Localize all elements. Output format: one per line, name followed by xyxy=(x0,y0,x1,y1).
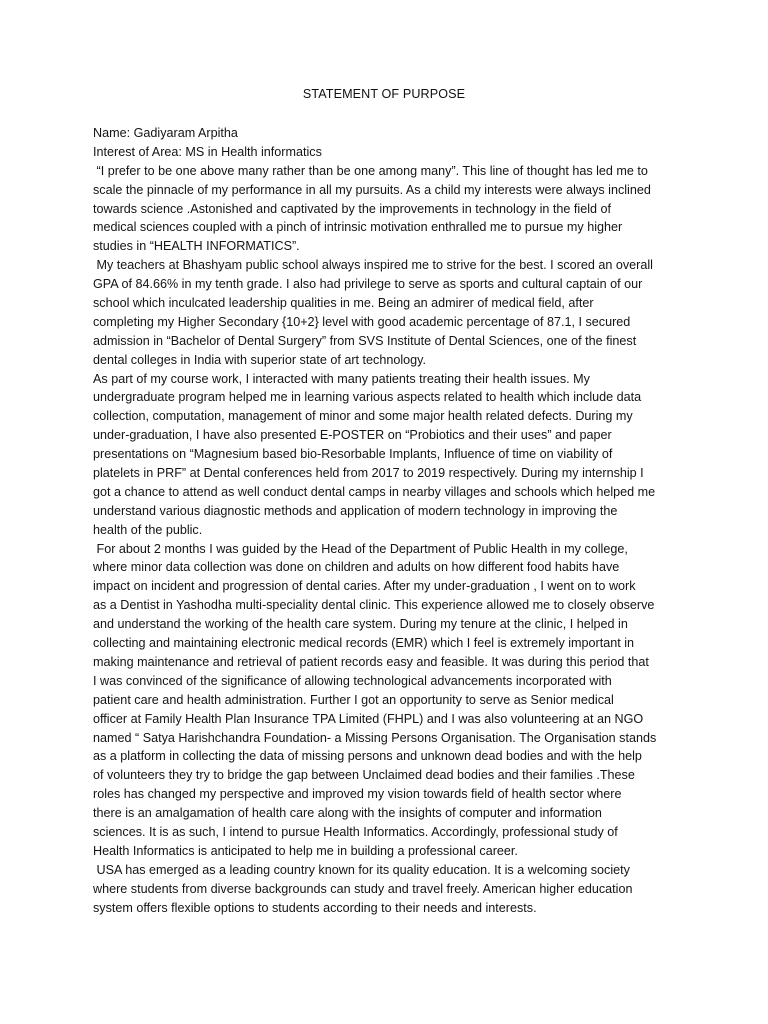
text-line: where minor data collection was done on children and adults on how different food habits have xyxy=(93,560,620,575)
text-line: under-graduation, I have also presented E-POSTER on “Probiotics and their uses” and paper xyxy=(93,428,612,443)
text-line: For about 2 months I was guided by the Head of the Department of Public Health in my college, xyxy=(93,541,628,556)
text-line: My teachers at Bhashyam public school always inspired me to strive for the best. I scored an overall xyxy=(93,258,653,273)
text-line: where students from diverse backgrounds can study and travel freely. American higher education xyxy=(93,881,633,896)
text-line: and understand the working of the health care system. During my tenure at the clinic, I helped in xyxy=(93,617,628,632)
text-line: As part of my course work, I interacted with many patients treating their health issues. My xyxy=(93,371,590,386)
text-line: making maintenance and retrieval of patient records easy and feasible. It was during this period that xyxy=(93,654,649,669)
text-line: as a Dentist in Yashodha multi-speciality dental clinic. This experience allowed me to closely observe xyxy=(93,598,655,613)
document-body xyxy=(93,124,683,917)
text-line: Interest of Area: MS in Health informatics xyxy=(93,144,322,159)
document-title: STATEMENT OF PURPOSE xyxy=(302,87,466,101)
text-line: patient care and health administration. Further I got an opportunity to serve as Senior medical xyxy=(93,692,614,707)
text-line: there is an amalgamation of health care along with the insights of computer and information xyxy=(93,806,602,821)
text-line: of volunteers they try to bridge the gap between Unclaimed dead bodies and their families .These xyxy=(93,768,635,783)
text-line: sciences. It is as such, I intend to pursue Health Informatics. Accordingly, professional study of xyxy=(93,824,618,839)
text-line: Health Informatics is anticipated to help me in building a professional career. xyxy=(93,843,518,858)
text-line: collecting and maintaining electronic medical records (EMR) which I feel is extremely important in xyxy=(93,636,635,651)
text-line: roles has changed my perspective and improved my vision towards field of health sector where xyxy=(93,787,622,802)
text-line: collection, computation, management of minor and some major health related defects. During my xyxy=(93,409,633,424)
text-line: officer at Family Health Plan Insurance TPA Limited (FHPL) and I was also volunteering at an NGO xyxy=(93,711,644,726)
text-line: school which inculcated leadership qualities in me. Being an admirer of medical field, after xyxy=(93,296,594,311)
text-line: health of the public. xyxy=(93,522,203,537)
text-line: undergraduate program helped me in learning various aspects related to health which include data xyxy=(93,390,642,405)
text-line: studies in “HEALTH INFORMATICS”. xyxy=(93,239,300,254)
text-line: system offers flexible options to students according to their needs and interests. xyxy=(93,900,537,915)
text-line: as a platform in collecting the data of missing persons and unknown dead bodies and with the help xyxy=(93,749,642,764)
text-line: towards science .Astonished and captivated by the improvements in technology in the field of xyxy=(93,201,612,216)
text-line: understand various diagnostic methods and application of modern technology in improving the xyxy=(93,503,618,518)
text-line: GPA of 84.66% in my tenth grade. I also had privilege to serve as sports and cultural captain of our xyxy=(93,277,643,292)
text-line: I was convinced of the significance of allowing technological advancements incorporated with xyxy=(93,673,612,688)
text-line: presentations on “Magnesium based bio-Resorbable Implants, Influence of time on viability of xyxy=(93,447,613,462)
text-line: “I prefer to be one above many rather than be one among many”. This line of thought has led me to xyxy=(93,163,648,178)
text-line: dental colleges in India with superior state of art technology. xyxy=(93,352,426,367)
text-line: got a chance to attend as well conduct dental camps in nearby villages and schools which helped me xyxy=(93,484,656,499)
text-line: Name: Gadiyaram Arpitha xyxy=(93,126,238,140)
text-line: admission in “Bachelor of Dental Surgery” from SVS Institute of Dental Sciences, one of the finest xyxy=(93,333,637,348)
text-line: USA has emerged as a leading country known for its quality education. It is a welcoming society xyxy=(93,862,630,877)
text-line: named “ Satya Harishchandra Foundation- a Missing Persons Organisation. The Organisation stands xyxy=(93,730,657,745)
text-line: scale the pinnacle of my performance in all my pursuits. As a child my interests were always inclined xyxy=(93,182,651,197)
text-line: impact on incident and progression of dental caries. After my under-graduation , I went on to work xyxy=(93,579,636,594)
text-line: completing my Higher Secondary {10+2} level with good academic percentage of 87.1, I secured xyxy=(93,314,631,329)
text-line: medical sciences coupled with a pinch of intrinsic motivation enthralled me to pursue my higher xyxy=(93,220,623,235)
text-line: platelets in PRF” at Dental conferences held from 2017 to 2019 respectively. During my internship I xyxy=(93,466,644,481)
